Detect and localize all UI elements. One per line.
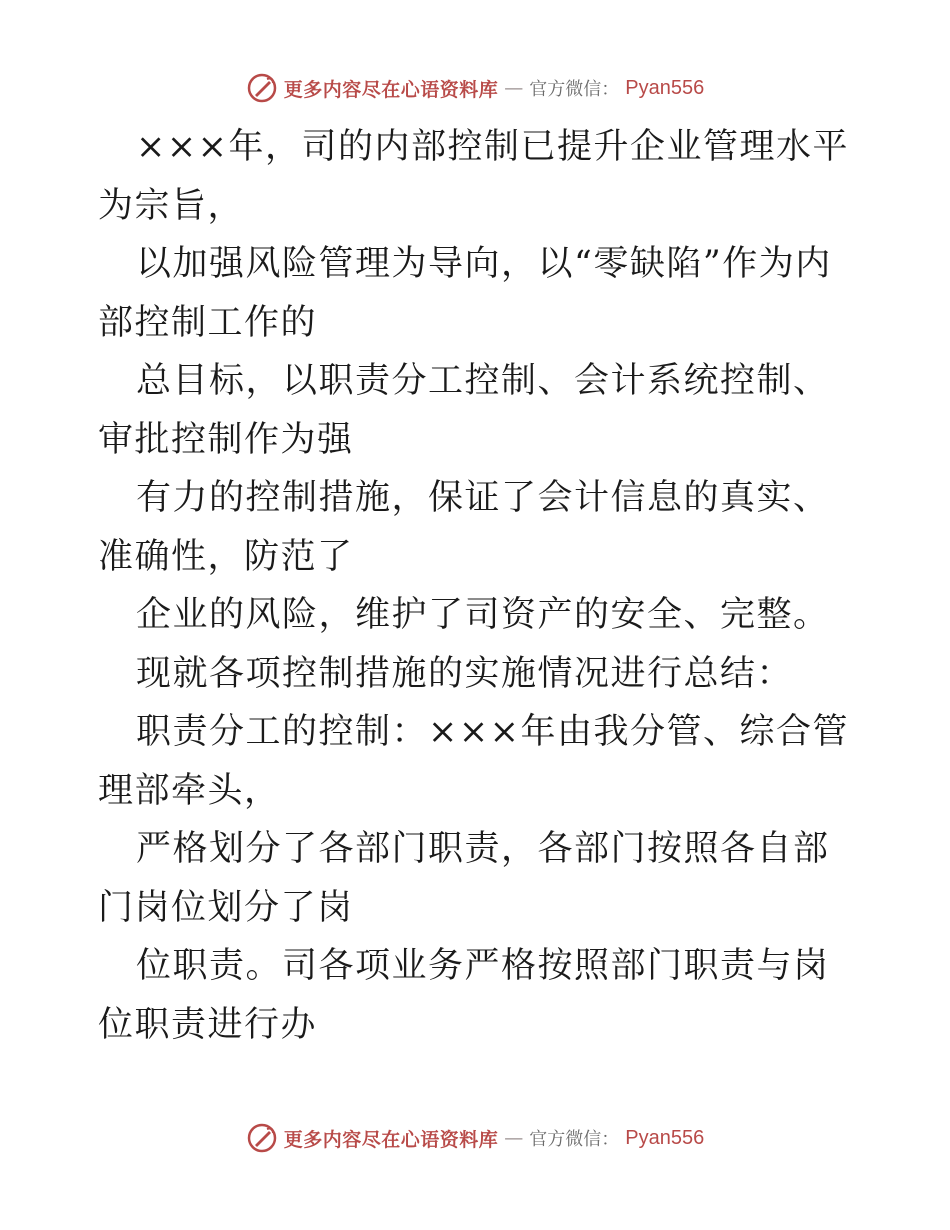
paragraph-4: 有力的控制措施，保证了会计信息的真实、准确性，防范了	[98, 478, 830, 577]
paragraph-6: 现就各项控制措施的实施情况进行总结：	[136, 653, 794, 694]
watermark-label: 官方微信：	[529, 79, 620, 100]
paragraph-7: 职责分工的控制：×××年由我分管、综合管理部牵头，	[98, 712, 849, 811]
paragraph-5: 企业的风险，维护了司资产的安全、完整。	[136, 595, 830, 635]
document-body	[98, 118, 858, 1054]
paragraph-3: 总目标，以职责分工控制、会计系统控制、审批控制作为强	[98, 361, 830, 460]
watermark-text: 更多内容尽在心语资料库	[283, 1128, 499, 1151]
header-watermark	[0, 68, 950, 108]
paragraph-8: 严格划分了各部门职责，各部门按照各自部门岗位划分了岗	[98, 829, 830, 928]
watermark-separator: —	[504, 77, 524, 99]
watermark-id: Pyan556	[625, 1126, 705, 1149]
watermark-label: 官方微信：	[529, 1129, 620, 1150]
watermark-text: 更多内容尽在心语资料库	[283, 78, 499, 101]
paragraph-9: 位职责。司各项业务严格按照部门职责与岗位职责进行办	[98, 946, 830, 1045]
paragraph-1: ×××年，司的内部控制已提升企业管理水平为宗旨，	[98, 127, 849, 226]
watermark-separator: —	[504, 1127, 524, 1149]
paragraph-2: 以加强风险管理为导向，以“零缺陷”作为内部控制工作的	[98, 244, 832, 343]
quill-logo-icon	[246, 72, 278, 104]
quill-logo-icon	[246, 1122, 278, 1154]
footer-watermark	[0, 1118, 950, 1158]
watermark-id: Pyan556	[625, 76, 705, 99]
